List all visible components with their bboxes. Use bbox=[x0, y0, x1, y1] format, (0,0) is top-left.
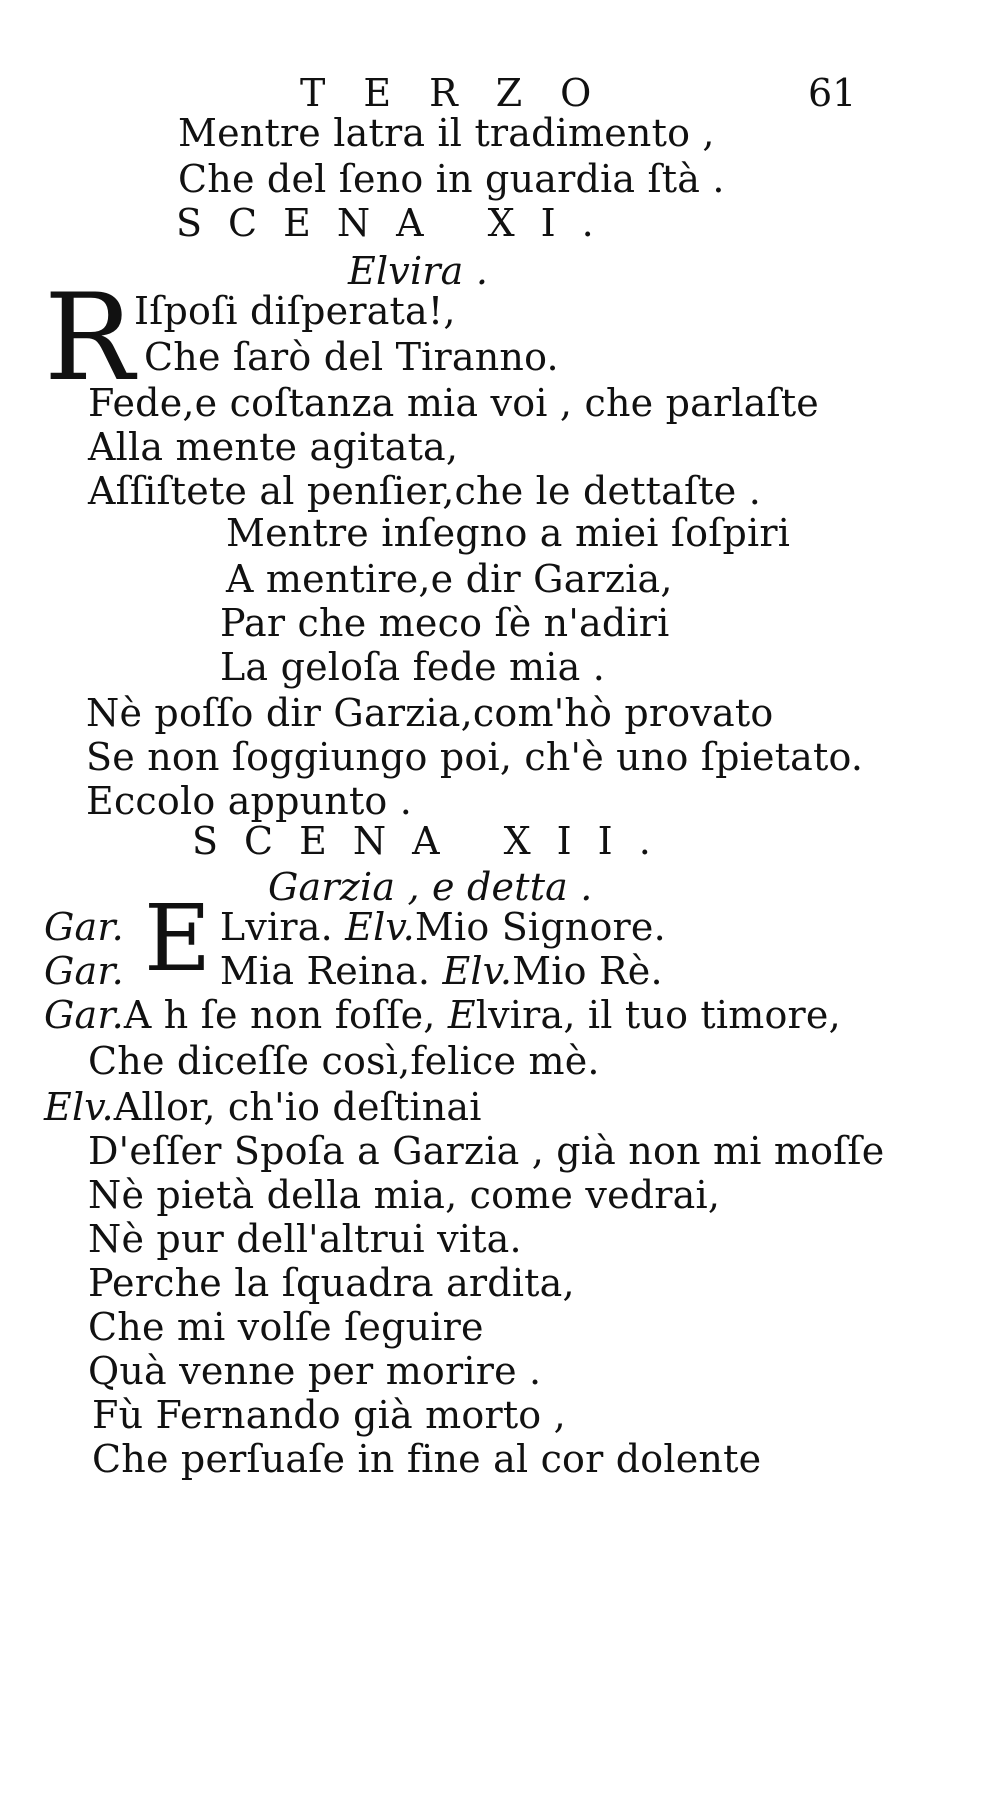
scene-character: Elvira . bbox=[348, 249, 489, 293]
verse-line: Che del ſeno in guardia ſtà . bbox=[178, 157, 725, 201]
scene-heading: SCENA XI. bbox=[176, 201, 620, 245]
verse-line: Mentre latra il tradimento , bbox=[178, 111, 715, 155]
running-title: TERZO bbox=[300, 71, 630, 115]
dialogue-row bbox=[44, 948, 663, 994]
aria-line: Mentre inſegno a miei ſoſpiri bbox=[226, 511, 791, 555]
speaker-label: Gar. bbox=[44, 993, 124, 1037]
drop-cap: R bbox=[44, 269, 135, 408]
verse-line: Nè pietà della mia, come vedrai, bbox=[88, 1173, 721, 1217]
verse-line: Se non ſoggiungo poi, ch'è uno ſpietato. bbox=[86, 735, 864, 779]
verse-line: Nè pur dell'altrui vita. bbox=[88, 1217, 522, 1261]
speech-text: lvira, il tuo timore, bbox=[475, 993, 841, 1037]
verse-line: Aſſiſtete al penſier,che le dettaſte . bbox=[88, 469, 761, 513]
verse-line: Fede,e coſtanza mia voi , che parlaſte bbox=[88, 381, 819, 425]
verse-line: Che mi volſe ſeguire bbox=[88, 1305, 484, 1349]
verse-line: Che perſuaſe in fine al cor dolente bbox=[92, 1437, 762, 1481]
speaker-label: Elv. bbox=[345, 905, 415, 949]
verse-line: Eccolo appunto . bbox=[86, 779, 413, 823]
scene-characters: Garzia , e detta . bbox=[268, 865, 593, 909]
speech-text: Mio Signore. bbox=[414, 905, 666, 949]
dialogue-row bbox=[44, 992, 841, 1038]
speaker-label: Gar. bbox=[44, 905, 124, 949]
speech-text: Mia Reina. bbox=[219, 949, 431, 993]
aria-line: La geloſa fede mia . bbox=[220, 645, 606, 689]
verse-line: Iſpoſi diſperata!, bbox=[134, 289, 456, 333]
dialogue-row bbox=[44, 1084, 482, 1130]
verse-line: Fù Fernando già morto , bbox=[92, 1393, 566, 1437]
drop-cap: E bbox=[144, 885, 212, 992]
speaker-label: Elv. bbox=[44, 1085, 114, 1129]
speech-text: E bbox=[447, 993, 476, 1037]
verse-line: Perche la ſquadra ardita, bbox=[88, 1261, 575, 1305]
verse-line: Che diceſſe così,felice mè. bbox=[88, 1039, 600, 1083]
verse-line: Nè poſſo dir Garzia,com'hò provato bbox=[86, 691, 774, 735]
scene-heading: SCENA XII. bbox=[192, 819, 677, 863]
speaker-label: Gar. bbox=[44, 949, 124, 993]
aria-line: A mentire,e dir Garzia, bbox=[226, 557, 673, 601]
speaker-label: Elv. bbox=[442, 949, 513, 993]
verse-line: D'eſſer Spoſa a Garzia , già non mi moſſe bbox=[88, 1129, 885, 1173]
speech-text: Allor, ch'io deſtinai bbox=[113, 1085, 482, 1129]
aria-line: Par che meco ſè n'adiri bbox=[220, 601, 670, 645]
speech-text: Lvira. bbox=[219, 905, 333, 949]
verse-line: Alla mente agitata, bbox=[88, 425, 459, 469]
verse-line: Quà venne per morire . bbox=[88, 1349, 542, 1393]
dialogue-row bbox=[44, 904, 666, 950]
speech-text: Mio Rè. bbox=[512, 949, 663, 993]
page-number: 61 bbox=[808, 71, 857, 115]
speech-text: A h ſe non foſſe, bbox=[123, 993, 448, 1037]
verse-line: Che ſarò del Tiranno. bbox=[144, 335, 559, 379]
